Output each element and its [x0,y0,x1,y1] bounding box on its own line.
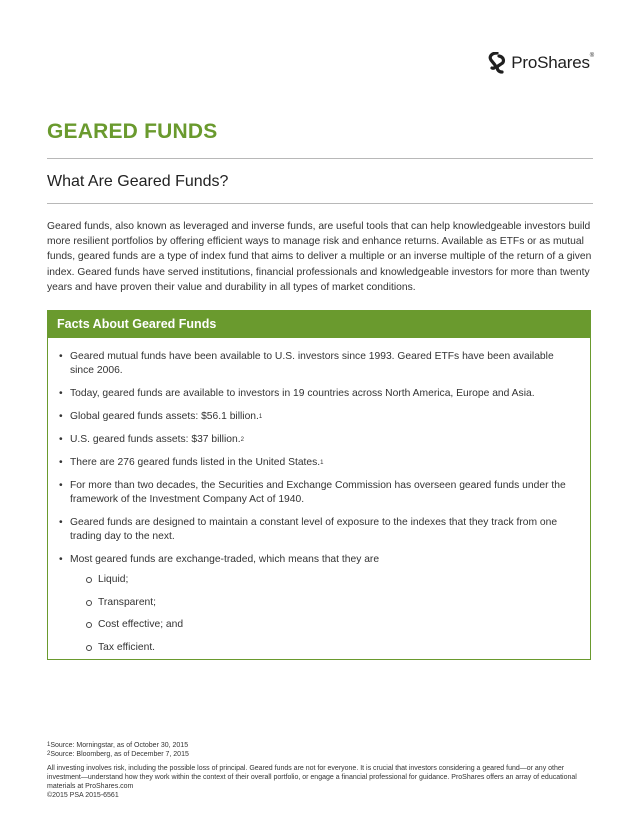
sub-list-item: Transparent; [86,596,570,610]
page-title: GEARED FUNDS [47,120,218,143]
fact-item: • For more than two decades, the Securities and Exchange Commission has overseen geared funds under the framework of the Investment Company Act of 1940. [59,480,566,505]
brand-name: ProShares® [511,53,594,72]
fact-item: • Today, geared funds are available to investors in 19 countries across North America, Europe and Asia. [59,388,535,399]
facts-box [47,310,591,660]
fact-item: • Global geared funds assets: $56.1 billion.$^1$ [59,411,263,422]
circle-bullet-icon [86,622,92,628]
sub-list [70,573,570,655]
footnote-ref: 2 [240,437,244,443]
footnote-ref: 1 [258,414,263,420]
footnote-1: $^1$Source: Morningstar, as of October 30, 2015 [47,742,189,749]
proshares-mark-icon [487,52,507,74]
circle-bullet-icon [86,645,92,651]
copyright: ©2015 PSA 2015-6561 [47,792,119,799]
fact-item: • Most geared funds are exchange-traded, which means that they are Liquid; Transparent; Cost effective; and Tax efficient. [56,553,570,655]
sub-list-item: Liquid; [86,573,570,587]
disclaimer: All investing involves risk, including the possible loss of principal. Geared funds are not for everyone. It is crucial that investors considering a geared fund—or any other investment—understand how they work within the context of their overall portfolio, or engage a financial professional for guidance. ProShares offers an array of educational materials at ProShares.com [47,765,577,790]
intro-paragraph: Geared funds, also known as leveraged and inverse funds, are useful tools that can help knowledgeable investors build more resilient portfolios by offering efficient ways to manage risk and enhance returns. Available as ETFs or as mutual funds, geared funds are a type of index fund that aims to deliver a multiple or an inverse multiple of the return of a given index. Geared funds have served institutions, financial professionals and knowledgeable investors for more than twenty years and have proven their value and durability in all types of market conditions. [47,221,592,293]
circle-bullet-icon [86,577,92,583]
footnote-2: $^2$Source: Bloomberg, as of December 7, 2015 [47,751,189,758]
heading-divider [47,203,593,204]
sub-list-item: Tax efficient. [86,641,570,655]
circle-bullet-icon [86,600,92,606]
facts-header: Facts About Geared Funds [48,311,590,338]
facts-list [48,338,590,655]
footnote-ref: 1 [320,460,324,466]
sub-list-item: Cost effective; and [86,618,570,632]
fact-item: • Geared funds are designed to maintain a constant level of exposure to the indexes that they track from one trading day to the next. [59,517,558,542]
title-divider [47,158,593,159]
fact-item: • U.S. geared funds assets: $37 billion.$^2$ [59,434,244,445]
fact-item: • Geared mutual funds have been available to U.S. investors since 1993. Geared ETFs have been available since 2006. [59,351,554,376]
section-heading: What Are Geared Funds? [47,173,229,190]
proshares-logo [487,52,594,74]
fact-item: • There are 276 geared funds listed in the United States.$^1$ [59,457,324,468]
footnotes [47,741,607,800]
